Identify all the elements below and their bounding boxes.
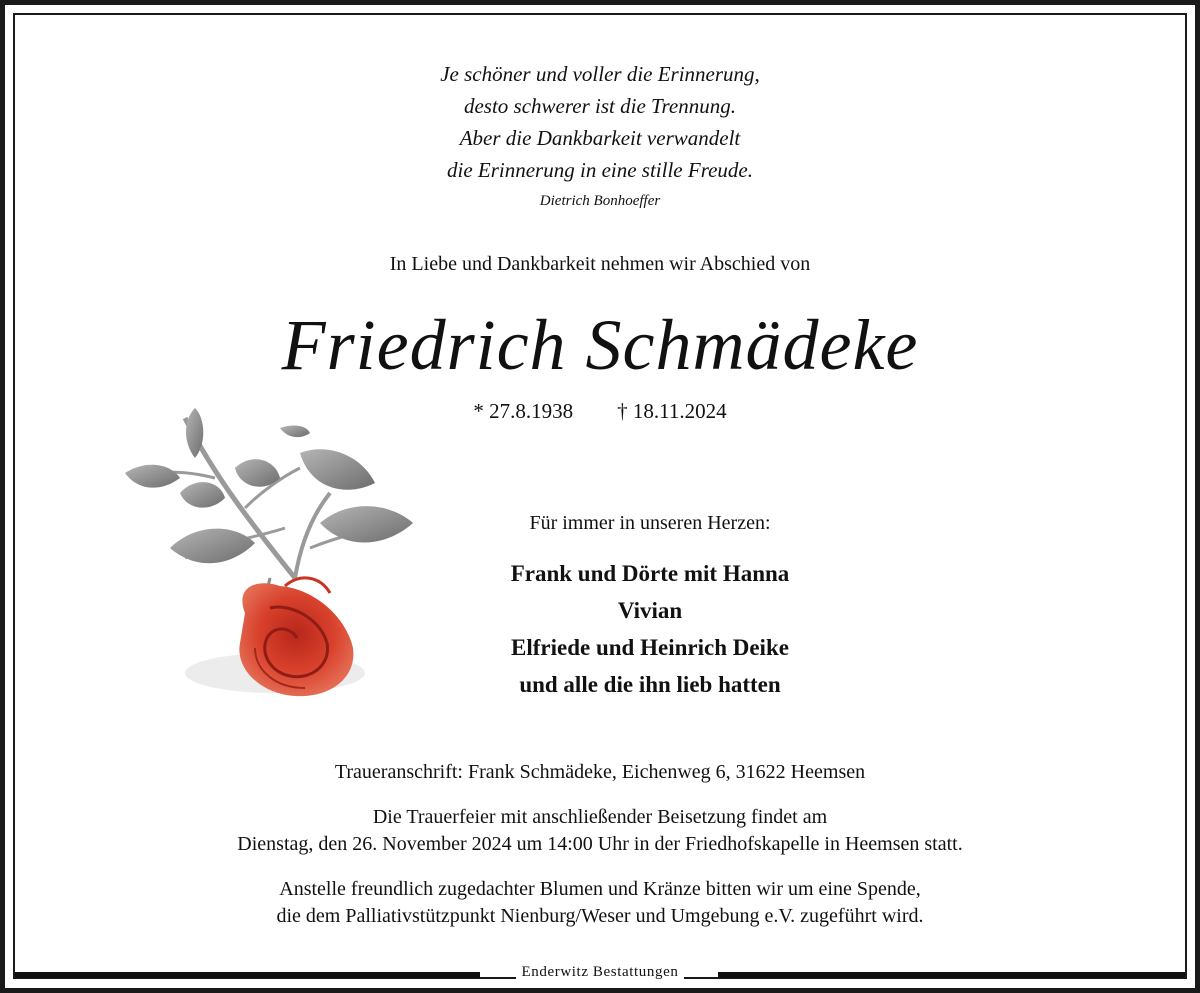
funeral-home-label — [0, 964, 1200, 981]
funeral-home-name: Enderwitz Bestattungen — [516, 964, 685, 980]
mourner-line-4: und alle die ihn lieb hatten — [519, 672, 781, 697]
ceremony-info — [0, 804, 1200, 858]
mourning-address: Traueranschrift: Frank Schmädeke, Eichenweg 6, 31622 Heemsen — [334, 761, 866, 783]
deceased-name: Friedrich Schmädeke — [281, 305, 919, 385]
donation-info — [0, 876, 1200, 930]
mourner-line-2: Vivian — [617, 598, 683, 623]
intro-text: In Liebe und Dankbarkeit nehmen wir Abschied von — [389, 253, 811, 275]
mourner-line-3: Elfriede und Heinrich Deike — [511, 635, 789, 660]
quote-line-4: die Erinnerung in eine stille Freude. — [447, 158, 753, 182]
quote-line-1: Je schöner und voller die Erinnerung, — [440, 62, 760, 86]
death-date: † 18.11.2024 — [617, 399, 727, 423]
birth-date: * 27.8.1938 — [473, 399, 574, 423]
rose-illustration — [95, 398, 425, 708]
mourners-list — [420, 555, 880, 703]
mourner-line-1: Frank und Dörte mit Hanna — [510, 561, 790, 586]
ceremony-line-1: Die Trauerfeier mit anschließender Beisetzung findet am — [372, 806, 828, 828]
ceremony-line-2: Dienstag, den 26. November 2024 um 14:00 Uhr in der Friedhofskapelle in Heemsen statt. — [237, 833, 963, 855]
quote-author: Dietrich Bonhoeffer — [539, 193, 661, 209]
forever-heading: Für immer in unseren Herzen: — [529, 512, 771, 534]
donation-line-1: Anstelle freundlich zugedachter Blumen und Kränze bitten wir um eine Spende, — [279, 878, 921, 900]
quote — [0, 58, 1200, 186]
quote-line-2: desto schwerer ist die Trennung. — [463, 94, 736, 118]
donation-line-2: die dem Palliativstützpunkt Nienburg/Weser und Umgebung e.V. zugeführt wird. — [276, 905, 924, 927]
quote-line-3: Aber die Dankbarkeit verwandelt — [459, 126, 741, 150]
